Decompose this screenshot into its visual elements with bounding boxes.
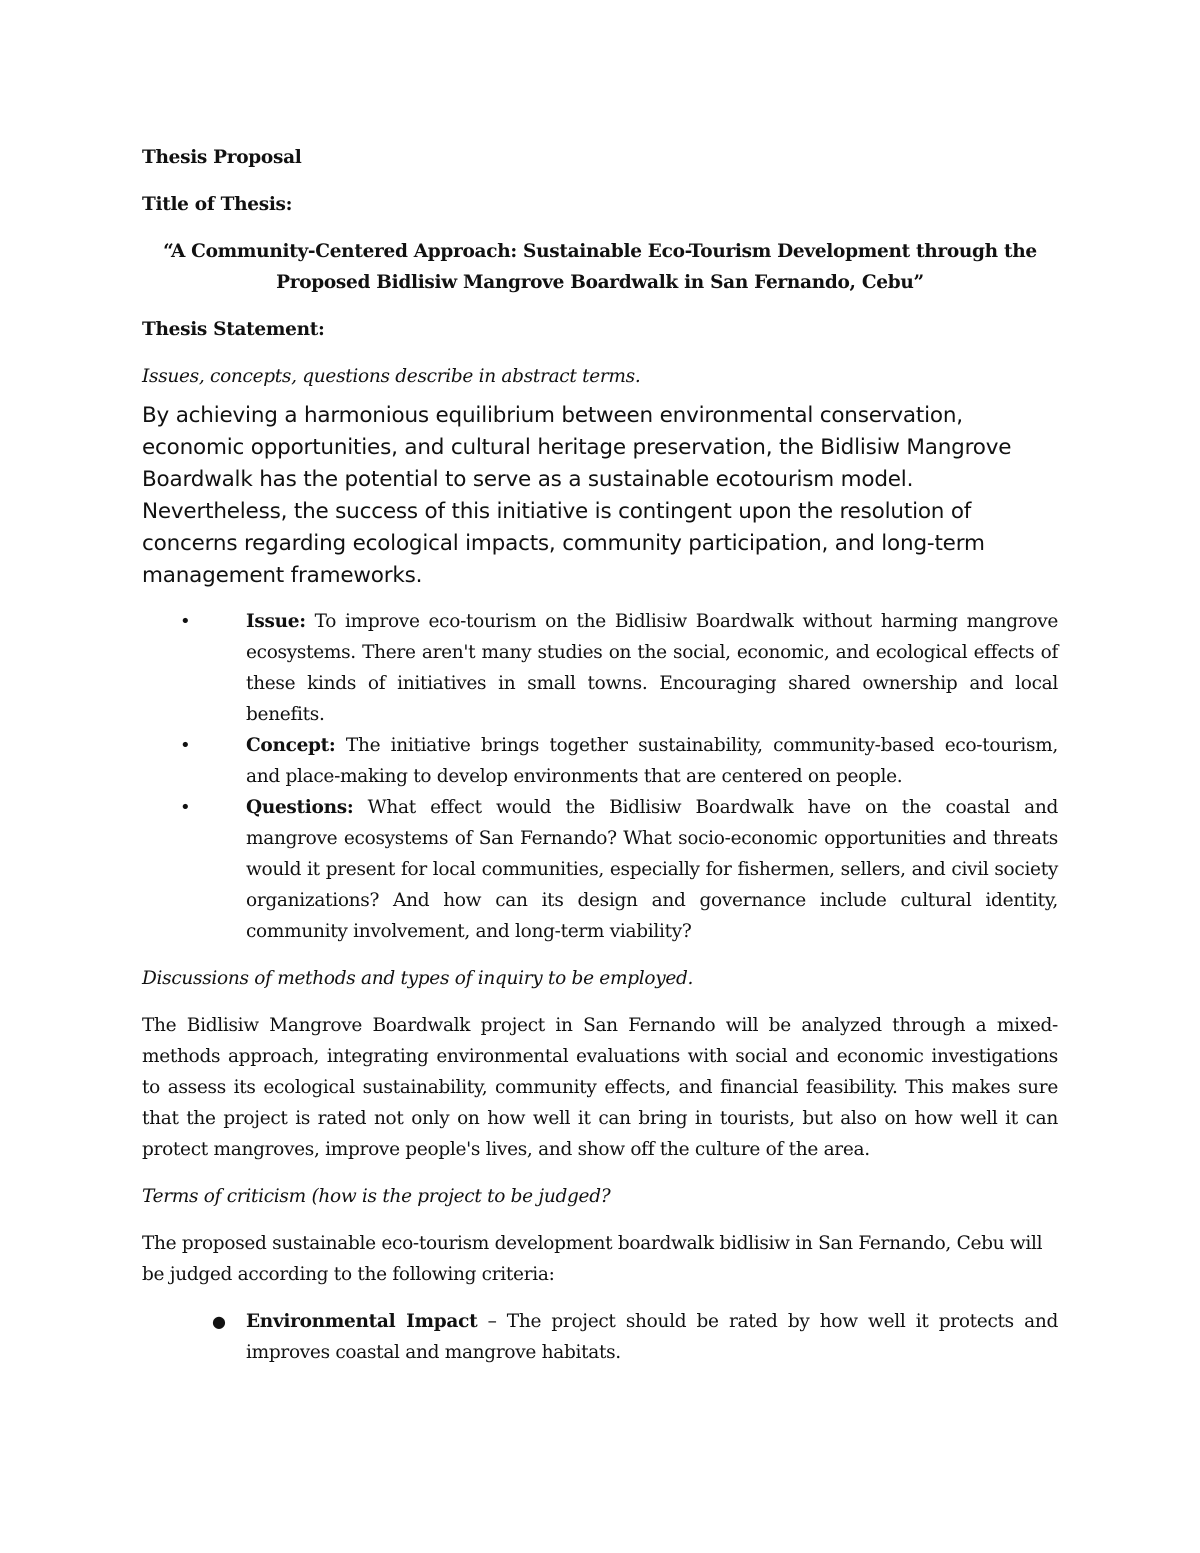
bullet-icon: •: [180, 611, 191, 632]
item-label: Issue:: [246, 611, 306, 632]
bullet-icon: •: [180, 797, 191, 818]
title-label: Title of Thesis:: [142, 194, 293, 215]
document-heading: Thesis Proposal: [142, 147, 302, 168]
methods-paragraph: The Bidlisiw Mangrove Boardwalk project in San Fernando will be analyzed through a mixed-methods approach, integrating environmental evaluations with social and economic investigations to assess its ecological sustainability, community effects, and financial feasibility. This makes sure that the project is rated not only on how well it can bring in tourists, but also on how well it can protect mangroves, improve people's lives, and show off the culture of the area.: [142, 1015, 1058, 1160]
item-label: Concept:: [246, 735, 336, 756]
bullet-icon: •: [180, 735, 191, 756]
criteria-list: [142, 1306, 1058, 1368]
item-label: Environmental Impact: [246, 1311, 478, 1332]
statement-label: Thesis Statement:: [142, 319, 325, 340]
thesis-statement-text: By achieving a harmonious equilibrium between environmental conservation, economic opportunities, and cultural heritage preservation, the Bidlisiw Mangrove Boardwalk has the potential to serve as a sustainable ecotourism model. Nevertheless, the success of this initiative is contingent upon the resolution of concerns regarding ecological impacts, community participation, and long-term management frameworks.: [142, 403, 1012, 588]
item-text: The initiative brings together sustainability, community-based eco-tourism, and place-making to develop environments that are centered on people.: [246, 735, 1058, 787]
thesis-title-line-1: “A Community-Centered Approach: Sustainable Eco-Tourism Development through the: [163, 241, 1037, 262]
document-body: [142, 142, 1058, 1384]
list-item-issue: [142, 606, 1058, 730]
item-text: – The project should be rated by how well it protects and improves coastal and mangrove habitats.: [246, 1311, 1059, 1363]
criteria-intro: The proposed sustainable eco-tourism development boardwalk bidlisiw in San Fernando, Cebu will be judged according to the following criteria:: [142, 1233, 1043, 1285]
issues-list: [142, 606, 1058, 947]
item-label: Questions:: [246, 797, 354, 818]
thesis-title-line-2: Proposed Bidlisiw Mangrove Boardwalk in San Fernando, Cebu”: [276, 272, 924, 293]
thesis-title: [142, 236, 1058, 298]
section-criticism-label: Terms of criticism (how is the project to be judged?: [142, 1186, 611, 1207]
section-issues-label: Issues, concepts, questions describe in abstract terms.: [142, 366, 641, 387]
section-methods-label: Discussions of methods and types of inquiry to be employed.: [142, 968, 694, 989]
item-text: What effect would the Bidlisiw Boardwalk have on the coastal and mangrove ecosystems of San Fernando? What socio-economic opportunities and threats would it present for local communities, especially for fishermen, sellers, and civil society organizations? And how can its design and governance include cultural identity, community involvement, and long-term viability?: [246, 797, 1058, 942]
bullet-icon: ●: [212, 1312, 226, 1331]
list-item-environmental-impact: [142, 1306, 1058, 1368]
item-text: To improve eco-tourism on the Bidlisiw Boardwalk without harming mangrove ecosystems. There aren't many studies on the social, economic, and ecological effects of these kinds of initiatives in small towns. Encouraging shared ownership and local benefits.: [246, 611, 1058, 725]
list-item-concept: [142, 730, 1058, 792]
list-item-questions: [142, 792, 1058, 947]
